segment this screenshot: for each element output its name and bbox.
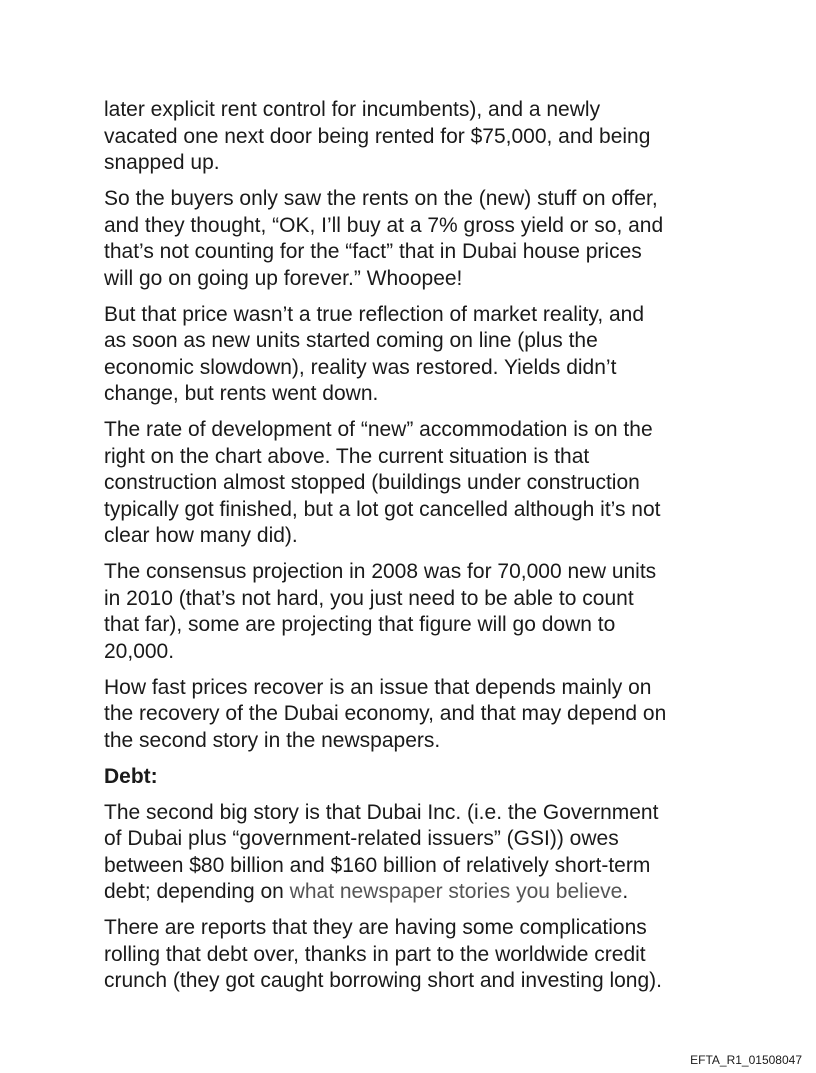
paragraph-dubai-debt-tail: .	[622, 880, 629, 903]
paragraph-rent-control: later explicit rent control for incumbents), and a newly vacated one next door being rented for $75,000, and being snapped up.	[104, 98, 651, 174]
paragraph-development-rate: The rate of development of “new” accommodation is on the right on the chart above. The current situation is that construction almost stopped (buildings under construction typically got finished, but a lot got cancelled although it’s not clear how many did).	[104, 418, 661, 547]
paragraph-dubai-debt	[104, 800, 744, 906]
paragraph-price-recovery: How fast prices recover is an issue that depends mainly on the recovery of the Dubai economy, and that may depend on the second story in the newspapers.	[104, 675, 667, 752]
document-id-footer: EFTA_R1_01508047	[690, 1053, 802, 1067]
paragraph-market-reality: But that price wasn’t a true reflection of market reality, and as soon as new units started coming on line (plus the economic slowdown), reality was restored. Yields didn’t change, but rents went down.	[104, 302, 645, 405]
paragraph-buyers: So the buyers only saw the rents on the (new) stuff on offer, and they thought, “OK, I’ll buy at a 7% gross yield or so, and that’s not counting for the “fact” that in Dubai house prices will go on going up forever.” Whoopee!	[104, 187, 664, 290]
paragraph-dubai-debt-text: The second big story is that Dubai Inc. (i.e. the Government of Dubai plus “government-related issuers” (GSI)) owes between $80 billion and $160 billion of relatively short-term debt; depending on	[104, 800, 659, 903]
document-body	[104, 97, 744, 1004]
section-heading-debt: Debt:	[104, 764, 158, 788]
paragraph-consensus-projection: The consensus projection in 2008 was for 70,000 new units in 2010 (that’s not hard, you just need to be able to count that far), some are projecting that figure will go down to 20,000.	[104, 560, 657, 663]
newspaper-stories-link[interactable]: what newspaper stories you believe	[289, 880, 623, 903]
paragraph-refinancing: There are reports that they are having some complications rolling that debt over, thanks in part to the worldwide credit crunch (they got caught borrowing short and investing long).	[104, 916, 662, 992]
